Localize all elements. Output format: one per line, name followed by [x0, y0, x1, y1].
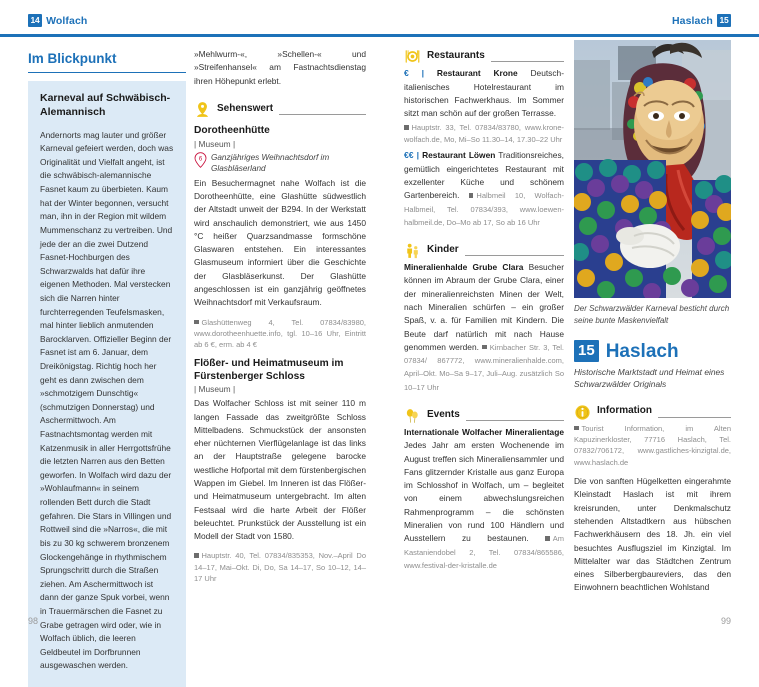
section-header-restaurants	[404, 48, 564, 65]
restaurant-name-krone: Restaurant Krone	[436, 68, 518, 78]
kinder-body-grube-clara: Besucher können im Abraum der Grube Clara, einer der mineralienreichsten Minen der Welt, nach Mineralien schürfen – ein großer Spaß, v. a. für Familien mit Kindern. Die Beute darf natürlich mit nach Hause genommen werden.	[404, 262, 564, 352]
poi-tagline-dorotheenhuette: Ganzjähriges Weihnachtsdorf im Glasbläserland	[211, 152, 330, 173]
section-label-restaurants: Restaurants	[427, 49, 485, 61]
carryover-paragraph: »Mehlwurm-«, »Schellen-« und »Streifenhansel« am Fastnachtsdienstag ihren Höhepunkt erlebt.	[194, 49, 366, 86]
restaurant-info-text-loewen: Halbmeil 10, Wolfach-Halbmeil, Tel. 07834/393, www.loewen-halbmeil.de, Do–Mo ab 17, So ab 16 Uhr	[404, 191, 564, 227]
information-contact-text: Tourist Information, im Alten Kapuzinerkloster, 77716 Haslach, Tel. 07832/706172, www.gastliches-kinzigtal.de, www.haslach.de	[574, 423, 731, 467]
column-three	[404, 44, 564, 579]
section-header-information	[574, 404, 731, 421]
restaurant-entry-loewen: €€ | Restaurant Löwen Traditionsreiches, gemütlich eingerichtetes Restaurant mit exzellenter Küche und schönem Gartenbereich. Halbmeil 10, Wolfach-Halbmeil, Tel. 07834/393, www.loewen-halbmeil.de, Do–Mo ab 17, So ab 16 Uhr	[404, 150, 564, 227]
event-info-text-mineralientage: Am Kastaniendobel 2, Tel. 07834/865586, www.festival-der-kristalle.de	[404, 534, 565, 570]
info-circle-icon	[574, 404, 591, 421]
haslach-intro-paragraph: Die von sanften Hügelketten eingerahmte Kleinstadt Haslach ist mit ihrem kreisrunden, unter Denkmalschutz stehenden Altstadtkern aus hübschen Fachwerkhäusern des 18. Jh. ein viel besuchtes Ausflugsziel im Kinzigtal. Im Mittelalter war das Städtchen Zentrum eines Silberbergbaureviers, das den Einwohnern beachtlichen Wohlstand	[574, 476, 731, 593]
info-square-icon	[545, 536, 550, 541]
section-rule	[465, 255, 564, 256]
page-body	[0, 44, 759, 671]
poi-category-dorotheenhuette: | Museum |	[194, 138, 236, 149]
chapter-number-badge: 15	[574, 340, 599, 362]
section-label-events: Events	[427, 408, 460, 420]
section-header-kinder	[404, 242, 564, 259]
section-header-sehenswert	[194, 101, 366, 118]
restaurant-info-krone	[404, 122, 564, 145]
price-indicator-krone: €	[404, 68, 409, 78]
poi-info-text-dorotheenhuette: Glashüttenweg 4, Tel. 07834/83980, www.dorotheenhuette.info, tgl. 10–16 Uhr, Eintritt ab 6 €, erm. ab 4 €	[194, 317, 366, 350]
column-four	[574, 44, 731, 602]
restaurant-name-loewen: Restaurant Löwen	[422, 150, 496, 161]
section-label-sehenswert: Sehenswert	[217, 102, 274, 114]
blickpunkt-section-title: Im Blickpunkt	[28, 51, 117, 66]
price-indicator-loewen: €€	[404, 150, 414, 161]
info-square-icon	[194, 553, 199, 558]
photo-caption: Der Schwarzwälder Karneval besticht durch seine bunte Maskenvielfalt	[574, 304, 730, 325]
running-head-right	[672, 14, 731, 27]
information-contact	[574, 423, 731, 469]
poi-tag-dorotheenhuette	[194, 152, 366, 174]
poi-info-text-floesser-heimatmuseum: Hauptstr. 40, Tel. 07834/835353, Nov.–April Do 14–17, Mai–Okt. Di, Do, Sa 14–17, So 10–12, 14–17 Uhr	[194, 551, 366, 584]
chapter-number-badge-right: 15	[717, 14, 731, 27]
blickpunkt-rule	[28, 72, 186, 73]
header-rule	[0, 34, 759, 37]
restaurant-entry-krone: € | Restaurant Krone Deutsch-italienisches Hotelrestaurant im historischen Fachwerkhaus. Im Sommer sitzt man schön auf der großen Terrasse.	[404, 68, 564, 119]
poi-body-floesser-heimatmuseum: Das Wolfacher Schloss ist mit seiner 110 m langen Fassade das zweitgrößte Schloss Mittelbadens. Schmuckstück der ansonsten eher nüchternen Vierflügelanlage ist das links an der Hauptstraße gelegene barocke westliche Hofportal mit dem fürstenbergischen Wappen im Giebel. Im Inneren ist das Flößer- und Heimatmuseum untergebracht. Im alten Festsaal wird die harte Arbeit der Flößer beleuchtet. Prunkstück der Ausstellung ist ein Modell der Stadt von 1580.	[194, 398, 366, 542]
section-rule	[491, 61, 564, 62]
section-label-information: Information	[597, 405, 652, 417]
info-square-icon	[194, 320, 199, 325]
event-body-mineralientage: Jedes Jahr am ersten Wochenende im August treffen sich Mineraliensammler und Fans glitzernder Kristalle aus ganz Europa im Schlosshof in Wolfach, um – begleitet von einem abwechslungsreichen Rahmenprogramm – die schönsten Mineralien von rund 100 Händlern und Ausstellern zu bestaunen.	[404, 440, 564, 544]
section-rule	[466, 420, 564, 421]
chapter-subtitle: Historische Marktstadt und Heimat eines Schwarzwälder Originals	[574, 367, 725, 390]
poi-info-floesser-heimatmuseum	[194, 550, 366, 584]
chapter-heading-haslach	[574, 340, 731, 362]
restaurant-info-text-krone: Hauptstr. 33, Tel. 07834/83780, www.krone-wolfach.de, Mo, Mi–So 11.30–14, 17.30–22 Uhr	[404, 123, 564, 144]
map-pin-icon	[194, 101, 211, 118]
section-label-kinder: Kinder	[427, 244, 459, 256]
kinder-info-text-grube-clara: Kirnbacher Str. 3, Tel. 07834/ 867772, www.mineralienhalde.com, April–Okt. Mo–Sa 9–17, Juli–Aug. zusätzlich So 10–17 Uhr	[404, 342, 564, 392]
pin-number: 6	[198, 156, 203, 163]
blickpunkt-box	[28, 81, 186, 687]
blickpunkt-body: Andernorts mag lauter und größer Karneval gefeiert werden, doch was Originalität und Vielfalt angeht, ist die schwäbisch-alemannische Fasnet kaum zu überbieten. Kaum hat der Winter begonnen, versucht man, ihn in der Region mit wildem Mummenschanz zu vertreiben. Und jede der an die zwei Dutzend Fasnet-Hochburgen des Schwarzwalds hat dafür ihre eigenen Methoden. Mal verstecken sich die Narren hinter furchterregenden Teufelsmasken, mal hinter lieblich anmutenden Barocklarven. Offizieller Beginn der Fasnet ist am 6. Januar, dem Dreikönigstag. Richtig hoch her geht es dann zwischen dem »schmotzigem Dunschtig« (schmutzigen Donnerstag) und Aschermittwoch. Am Fastnachtsmontag werden mit Katzenmusik in aller Herrgottsfrühe die letzten Narren aus den Betten geworfen. In Wolfach wird dazu der »Wohlaufmann« in seinem rollenden Bett durch die Stadt gefahren. Die Stars in Villingen und Rottweil sind die »Narros«, die mit bis zu 30 kg schwerem bronzenem Glockengehänge in rhythmischem Sprungschritt durch die Straßen ziehen. Am Aschermittwoch ist dann der ganze Spuk vorbei, wenn in Trauermärschen die Fasnet zu Grabe getragen wird oder, wie in Wolfach üblich, die leeren Geldbeutel im Dorfbrunnen ausgewaschen werden.	[40, 129, 174, 671]
chapter-title: Haslach	[605, 340, 679, 362]
children-icon	[404, 242, 421, 259]
numbered-map-pin-icon	[194, 152, 207, 168]
running-head-left	[28, 14, 87, 27]
info-square-icon	[404, 125, 409, 130]
info-square-icon	[469, 193, 474, 198]
running-head-left-label: Wolfach	[46, 14, 88, 27]
carnival-mask-photo	[574, 40, 731, 298]
section-rule	[279, 114, 366, 115]
info-square-icon	[482, 345, 487, 350]
section-rule	[658, 417, 731, 418]
column-two	[194, 44, 366, 589]
poi-title-dorotheenhuette: Dorotheenhütte	[194, 124, 270, 136]
restaurant-body-loewen: Traditionsreiches, gemütlich eingerichtetes Restaurant mit exzellenter Küche und schönem Gartenbereich.	[404, 150, 564, 201]
chapter-number-badge-left: 14	[28, 14, 42, 27]
folio-right: 99	[720, 616, 731, 626]
running-head	[0, 14, 759, 30]
column-one	[28, 44, 186, 687]
poi-body-dorotheenhuette: Ein Besuchermagnet nahe Wolfach ist die Dorotheenhütte, eine Glashütte südwestlich der Altstadt unweit der B294. In der Werkstatt wird anschaulich demonstriert, wie aus 1450 °C heißer Quarzsandmasse formschöne Glaswaren entstehen. Ein interessantes Glasmuseum informiert über die Geschichte der Glasbläserkunst. Der Glashütte angeschlossen ist ein ganzjährig geöffnetes Weihnachtsdorf mit Verkaufsraum.	[194, 177, 366, 308]
kinder-name-grube-clara: Mineralienhalde Grube Clara	[404, 262, 524, 273]
plate-cutlery-icon	[404, 48, 421, 65]
kinder-entry-grube-clara	[404, 261, 564, 394]
folio-left: 98	[28, 616, 39, 626]
section-header-events	[404, 407, 564, 424]
blickpunkt-heading: Karneval auf Schwäbisch-Alemannisch	[40, 92, 171, 118]
poi-info-dorotheenhuette	[194, 317, 366, 351]
info-square-icon	[574, 426, 579, 431]
event-name-mineralientage: Internationale Wolfacher Mineralientage	[404, 427, 564, 437]
photo-karneval-maske	[574, 40, 731, 298]
restaurant-body-krone: Deutsch-italienisches Hotelrestaurant im historischen Fachwerkhaus. Im Sommer sitzt man schön auf der großen Terrasse.	[404, 68, 564, 119]
balloons-icon	[404, 407, 421, 424]
poi-category-floesser-heimatmuseum: | Museum |	[194, 384, 236, 395]
poi-title-floesser-heimatmuseum: Flößer- und Heimatmuseum im Fürstenberger Schloss	[194, 357, 344, 382]
running-head-right-label: Haslach	[671, 14, 713, 27]
events-entry-mineralientage	[404, 426, 564, 572]
